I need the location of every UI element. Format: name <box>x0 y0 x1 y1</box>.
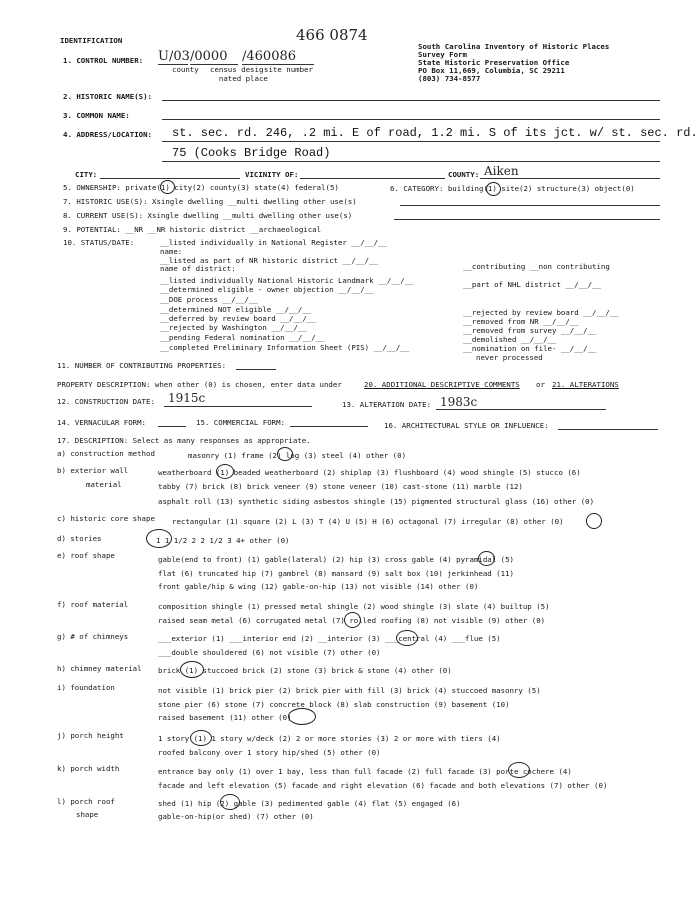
construction-date-line <box>164 406 312 407</box>
roof-shape-options-1: gable(end to front) (1) gable(lateral) (2) hip (3) cross gable (4) pyramidal (5) <box>158 555 514 564</box>
status-item-12: __completed Preliminary Information Sheet (PIS) __/__/__ <box>160 343 410 352</box>
office-form: Survey Form <box>418 50 467 59</box>
status-item-10: __rejected by Washington __/__/__ <box>160 323 307 332</box>
stories-options: 1 1 1/2 2 2 1/2 3 4+ other (0) <box>156 536 290 545</box>
commercial-form-line <box>290 426 368 427</box>
status-item-6: __determined eligible - owner objection __/__/__ <box>160 285 374 294</box>
porch-height-label: j) porch height <box>57 731 124 740</box>
porch-width-options-1: entrance bay only (1) over 1 bay, less than full facade (2) full facade (3) porte cochere (4) <box>158 767 572 776</box>
architectural-style-label: 16. ARCHITECTURAL STYLE OR INFLUENCE: <box>384 421 549 430</box>
construction-date-value: 1915c <box>168 391 206 405</box>
foundation-options-3: raised basement (11) other (0) <box>158 713 292 722</box>
status-right-3: __rejected by review board __/__/__ <box>463 308 619 317</box>
one-story-porch-selected-circle <box>190 730 212 746</box>
census-code: /0000 <box>190 49 228 64</box>
chimney-material-options: brick (1) stuccoed brick (2) stone (3) brick & stone (4) other (0) <box>158 666 452 675</box>
porch-roof-options-2: gable-on-hip(or shed) (7) other (0) <box>158 812 314 821</box>
porch-height-options-2: roofed balcony over 1 story hip/shed (5) other (0) <box>158 748 381 757</box>
foundation-options-1: not visible (1) brick pier (2) brick pier with fill (3) brick (4) stuccoed masonry (5) <box>158 686 541 695</box>
porch-width-label: k) porch width <box>57 764 120 773</box>
status-item-2: name: <box>160 247 183 256</box>
stories-label: d) stories <box>57 534 102 543</box>
contributing-count-label: 11. NUMBER OF CONTRIBUTING PROPERTIES: <box>57 361 227 370</box>
exterior-wall-options-3: asphalt roll (13) synthetic siding asbestos shingle (15) pigmented structural glass (16) other (0) <box>158 497 595 506</box>
status-right-4: __removed from NR __/__/__ <box>463 317 579 326</box>
control-number-label: 1. CONTROL NUMBER: <box>63 56 144 65</box>
status-item-11: __pending Federal nomination __/__/__ <box>160 333 325 342</box>
status-right-7: __nomination on file- __/__/__ <box>463 344 597 353</box>
exterior-wall-label: b) exterior wall <box>57 466 129 475</box>
alteration-date-line <box>436 409 606 410</box>
roof-material-label: f) roof material <box>57 600 129 609</box>
status-item-3: __listed as part of NR historic district __/__/__ <box>160 256 379 265</box>
contributing-count-line <box>236 369 276 370</box>
category-selected-circle <box>486 182 501 196</box>
core-shape-label: c) historic core shape <box>57 514 155 523</box>
exterior-wall-options-2: tabby (7) brick (8) brick veneer (9) stone veneer (10) cast-stone (11) marble (12) <box>158 482 523 491</box>
status-item-7: __DOE process __/__/__ <box>160 295 258 304</box>
historic-use-row: 7. HISTORIC USE(S): Xsingle dwelling __multi dwelling other use(s) <box>63 197 357 206</box>
exterior-wall-label-2: material <box>86 480 122 489</box>
county-label: COUNTY: <box>448 170 480 179</box>
status-item-5: __listed individually National Historic Landmark __/__/__ <box>160 276 414 285</box>
roof-shape-label: e) roof shape <box>57 551 115 560</box>
status-item-8: __determined NOT eligible __/__/__ <box>160 305 312 314</box>
site-number: /460086 <box>242 49 297 64</box>
ownership-selected-circle <box>160 180 175 194</box>
construction-method-options: masonry (1) frame (2) log (3) steel (4) other (0) <box>188 451 407 460</box>
potential-row: 9. POTENTIAL: __NR __NR historic district __archaeological <box>63 225 322 234</box>
commercial-form-label: 15. COMMERCIAL FORM: <box>196 418 285 427</box>
identification-header: IDENTIFICATION <box>60 36 123 45</box>
foundation-options-2: stone pier (6) stone (7) concrete block (8) slab construction (9) basement (10) <box>158 700 510 709</box>
foundation-label: i) foundation <box>57 683 115 692</box>
status-item-4: name of district: <box>160 264 236 273</box>
chimneys-label: g) # of chimneys <box>57 632 129 641</box>
chimneys-options-1: ___exterior (1) ___interior end (2) __interior (3) ___central (4) ___flue (5) <box>158 634 501 643</box>
historic-name-line <box>162 100 660 101</box>
frame-selected-circle <box>277 447 293 461</box>
address-underline-2 <box>162 161 660 162</box>
census-sublabel: census desig- nated place <box>210 65 268 83</box>
office-phone: (803) 734-8577 <box>418 74 481 83</box>
vernacular-form-label: 14. VERNACULAR FORM: <box>57 418 146 427</box>
current-use-row: 8. CURRENT USE(S): Xsingle dwelling __multi dwelling other use(s) <box>63 211 353 220</box>
full-facade-selected-circle <box>508 762 530 778</box>
irregular-selected-circle <box>586 513 602 529</box>
roof-shape-options-2: flat (6) truncated hip (7) gambrel (8) mansard (9) salt box (10) jerkinhead (11) <box>158 569 514 578</box>
alterations-ref: 21. ALTERATIONS <box>552 380 619 389</box>
porch-width-options-2: facade and left elevation (5) facade and right elevation (6) facade and both elevations (7) other (0) <box>158 781 608 790</box>
status-item-9: __deferred by review board __/__/__ <box>160 314 316 323</box>
county-line <box>480 178 660 179</box>
status-right-2: __part of NHL district __/__/__ <box>463 280 601 289</box>
site-sublabel: site number <box>264 65 313 74</box>
brick-chimney-selected-circle <box>180 661 204 678</box>
address-line-2: 75 (Cooks Bridge Road) <box>172 146 331 160</box>
corrugated-metal-selected-circle <box>344 612 361 628</box>
roof-material-options-2: raised seam metal (6) corrugated metal (7) rolled roofing (8) not visible (9) other (0) <box>158 616 546 625</box>
historic-use-line <box>400 205 660 206</box>
county-sublabel: county <box>172 65 199 74</box>
status-right-1: __contributing __non contributing <box>463 262 610 271</box>
interior-chimney-selected-circle <box>396 630 418 646</box>
or-text: or <box>536 380 545 389</box>
porch-roof-label: l) porch roof <box>57 797 115 806</box>
weatherboard-selected-circle <box>216 464 234 479</box>
common-name-label: 3. COMMON NAME: <box>63 111 130 120</box>
status-right-6: __demolished __/__/__ <box>463 335 557 344</box>
roof-shape-options-3: front gable/hip & wing (12) gable-on-hip (13) not visible (14) other (0) <box>158 582 479 591</box>
category-row: 6. CATEGORY: building(1) site(2) structure(3) object(0) <box>390 184 635 193</box>
office-name: South Carolina Inventory of Historic Places <box>418 42 610 51</box>
cross-gable-selected-circle <box>478 551 495 566</box>
roof-material-options-1: composition shingle (1) pressed metal shingle (2) wood shingle (3) slate (4) builtup (5) <box>158 602 550 611</box>
hip-roof-selected-circle <box>220 794 240 810</box>
construction-date-label: 12. CONSTRUCTION DATE: <box>57 397 155 406</box>
office-address: PO Box 11,669, Columbia, SC 29211 <box>418 66 565 75</box>
status-label: 10. STATUS/DATE: <box>63 238 135 247</box>
one-story-selected-circle <box>146 529 172 548</box>
property-description: PROPERTY DESCRIPTION: when other (0) is chosen, enter data under <box>57 380 342 389</box>
county-code: U/03 <box>158 49 190 64</box>
county-value: Aiken <box>484 164 519 178</box>
city-label: CITY: <box>75 170 98 179</box>
address-label: 4. ADDRESS/LOCATION: <box>63 130 152 139</box>
exterior-wall-options-1: weatherboard (1) beaded weatherboard (2) shiplap (3) flushboard (4) wood shingle (5) stucco (6) <box>158 468 581 477</box>
alteration-date-value: 1983c <box>440 395 478 409</box>
additional-comments-ref: 20. ADDITIONAL DESCRIPTIVE COMMENTS <box>364 380 520 389</box>
ownership-row: 5. OWNERSHIP: private(1) city(2) county(3) state(4) federal(5) <box>63 183 339 192</box>
alteration-date-label: 13. ALTERATION DATE: <box>342 400 431 409</box>
historic-name-label: 2. HISTORIC NAME(S): <box>63 92 152 101</box>
vicinity-line <box>300 178 445 179</box>
status-item-1: __listed individually in National Register __/__/__ <box>160 238 387 247</box>
porch-roof-label-2: shape <box>76 810 99 819</box>
status-right-8: never processed <box>476 353 543 362</box>
status-right-5: __removed from survey __/__/__ <box>463 326 597 335</box>
city-line <box>100 178 240 179</box>
chimney-material-label: h) chimney material <box>57 664 142 673</box>
common-name-line <box>162 119 660 120</box>
porch-roof-options-1: shed (1) hip (2) gable (3) pedimented gable (4) flat (5) engaged (6) <box>158 799 461 808</box>
vernacular-form-line <box>158 426 186 427</box>
office-agency: State Historic Preservation Office <box>418 58 570 67</box>
chimneys-options-2: ___double shouldered (6) not visible (7) other (0) <box>158 648 381 657</box>
foundation-other-selected-circle <box>288 708 316 725</box>
architectural-style-line <box>558 429 658 430</box>
core-shape-options: rectangular (1) square (2) L (3) T (4) U (5) H (6) octagonal (7) irregular (8) other (0) <box>172 517 564 526</box>
construction-method-label: a) construction method <box>57 449 155 458</box>
description-header: 17. DESCRIPTION: Select as many responses as appropriate. <box>57 436 311 445</box>
current-use-line <box>394 219 660 220</box>
vicinity-label: VICINITY OF: <box>245 170 299 179</box>
handwritten-file-number: 466 0874 <box>296 26 368 44</box>
address-underline-1 <box>162 141 660 142</box>
address-line-1: st. sec. rd. 246, .2 mi. E of road, 1.2 mi. S of its jct. w/ st. sec. rd. <box>172 126 698 140</box>
porch-height-options-1: 1 story (1) 1 story w/deck (2) 2 or more stories (3) 2 or more with tiers (4) <box>158 734 501 743</box>
